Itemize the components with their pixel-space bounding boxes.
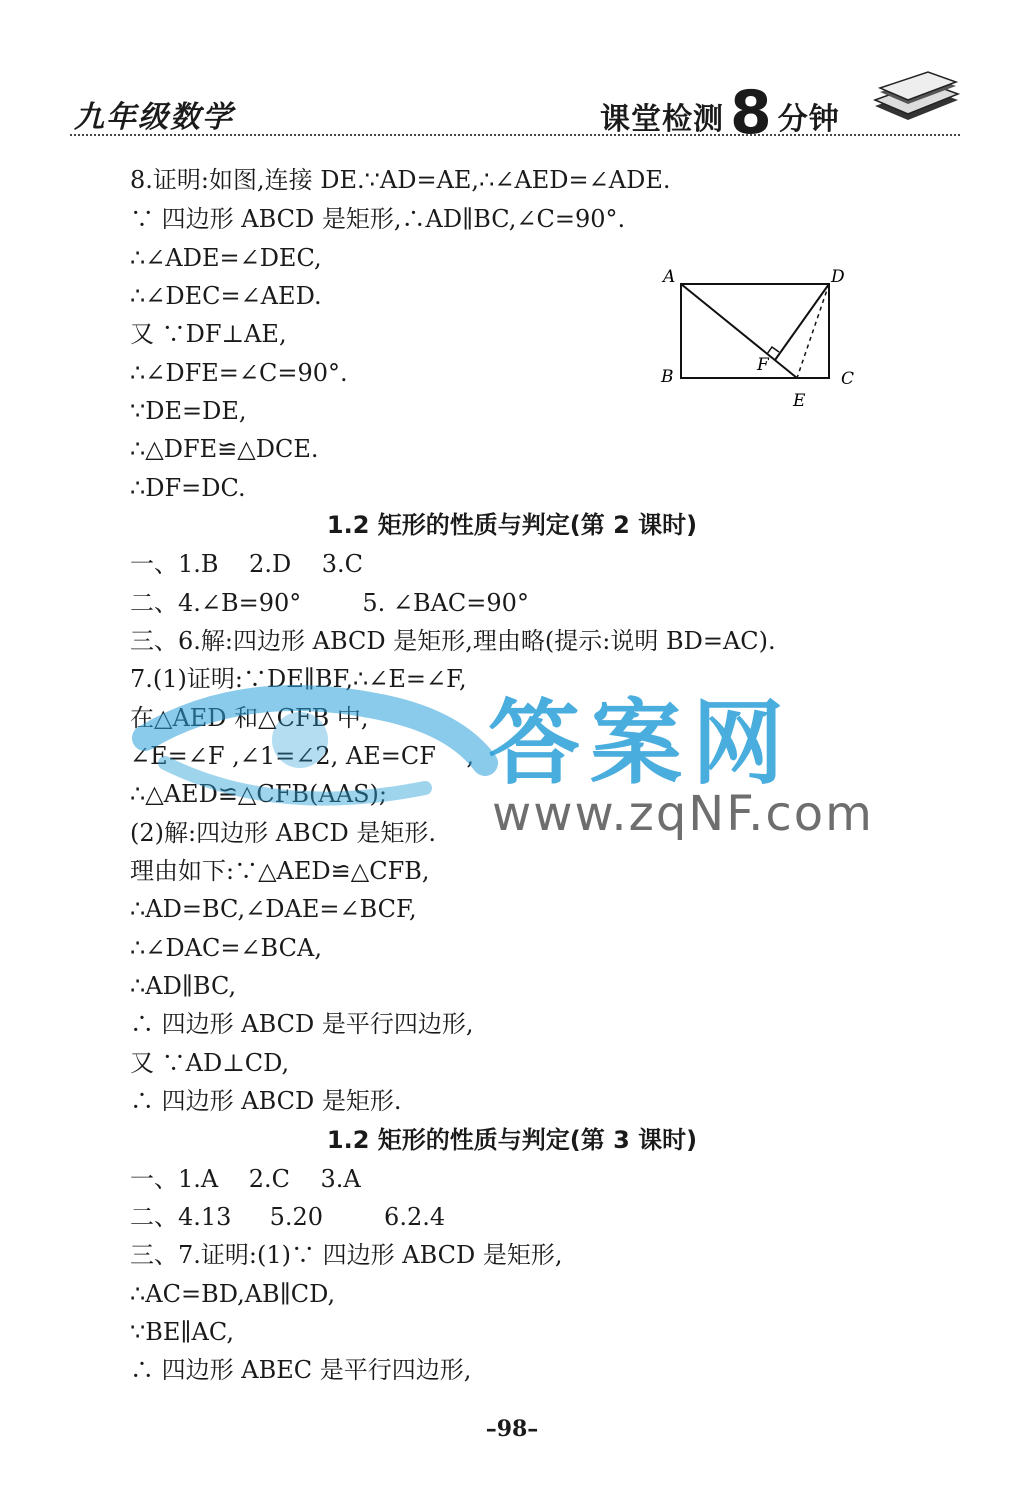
answer-line: ∵BE∥AC,: [130, 1318, 234, 1346]
books-icon: [870, 66, 960, 126]
label-f: F: [757, 355, 769, 375]
segment-df: [775, 284, 829, 360]
answer-line: ∴ 四边形 ABCD 是矩形.: [130, 1087, 402, 1115]
header-divider: [70, 134, 960, 136]
watermark-text: 答案网: [488, 690, 795, 797]
answer-line: (2)解:四边形 ABCD 是矩形.: [130, 819, 436, 847]
answer-line: 又 ∵AD⊥CD,: [130, 1049, 290, 1077]
problem8-line: 又 ∵DF⊥AE,: [130, 320, 287, 348]
series-suffix: 分钟: [777, 102, 840, 137]
watermark-url: www.zqNF.com: [492, 786, 874, 842]
answer-line: ∴ 四边形 ABCD 是平行四边形,: [130, 1010, 474, 1038]
problem8-line: ∴∠DEC=∠AED.: [130, 282, 322, 310]
page-number: –98–: [485, 1416, 539, 1442]
answer-line: ∴△AED≌△CFB(AAS);: [130, 780, 387, 808]
answer-line: ∴AC=BD,AB∥CD,: [130, 1280, 336, 1308]
rectangle-abcd: [681, 284, 829, 378]
answer-line: ∴AD=BC,∠DAE=∠BCF,: [130, 895, 417, 923]
problem8-line: 8.证明:如图,连接 DE.∵AD=AE,∴∠AED=∠ADE.: [130, 166, 671, 194]
right-angle-mark: [767, 347, 779, 354]
answer-line: 一、1.A 2.C 3.A: [130, 1165, 361, 1193]
answer-line: ∴∠DAC=∠BCA,: [130, 934, 322, 962]
problem8-line: ∵ 四边形 ABCD 是矩形,∴AD∥BC,∠C=90°.: [130, 205, 626, 233]
header-subject: 九年级数学: [74, 100, 234, 135]
series-number: 8: [730, 78, 772, 148]
segment-de: [797, 284, 829, 378]
series-logo: [600, 78, 840, 148]
problem8-line: ∵DE=DE,: [130, 397, 247, 425]
answer-line: 二、4.∠B=90° 5. ∠BAC=90°: [130, 589, 529, 617]
answer-line: ∴ 四边形 ABEC 是平行四边形,: [130, 1356, 472, 1384]
rectangle-figure: [655, 262, 865, 412]
label-d: D: [831, 267, 845, 287]
answer-line: 7.(1)证明:∵DE∥BF,∴∠E=∠F,: [130, 665, 467, 693]
segment-ae: [681, 284, 797, 378]
problem8-line: ∴∠ADE=∠DEC,: [130, 244, 322, 272]
problem8-line: ∴DF=DC.: [130, 474, 246, 502]
section-title: 1.2 矩形的性质与判定(第 3 课时): [326, 1126, 698, 1154]
answer-line: 三、6.解:四边形 ABCD 是矩形,理由略(提示:说明 BD=AC).: [130, 627, 776, 655]
answer-line: 在△AED 和△CFB 中,: [130, 704, 369, 732]
answer-line: 三、7.证明:(1)∵ 四边形 ABCD 是矩形,: [130, 1241, 563, 1269]
label-c: C: [841, 369, 855, 389]
label-a: A: [663, 267, 676, 287]
answer-line: ∠E=∠F ,∠1=∠2, AE=CF ,: [130, 742, 475, 770]
answer-line: 一、1.B 2.D 3.C: [130, 550, 363, 578]
answer-line: 二、4.13 5.20 6.2.4: [130, 1203, 446, 1231]
series-prefix: 课堂检测: [600, 102, 724, 137]
problem8-line: ∴△DFE≌△DCE.: [130, 435, 319, 463]
answer-line: ∴AD∥BC,: [130, 972, 237, 1000]
section-title: 1.2 矩形的性质与判定(第 2 课时): [326, 511, 698, 539]
label-b: B: [661, 367, 674, 387]
label-e: E: [793, 391, 806, 411]
problem8-line: ∴∠DFE=∠C=90°.: [130, 359, 348, 387]
answer-line: 理由如下:∵△AED≌△CFB,: [130, 857, 430, 885]
